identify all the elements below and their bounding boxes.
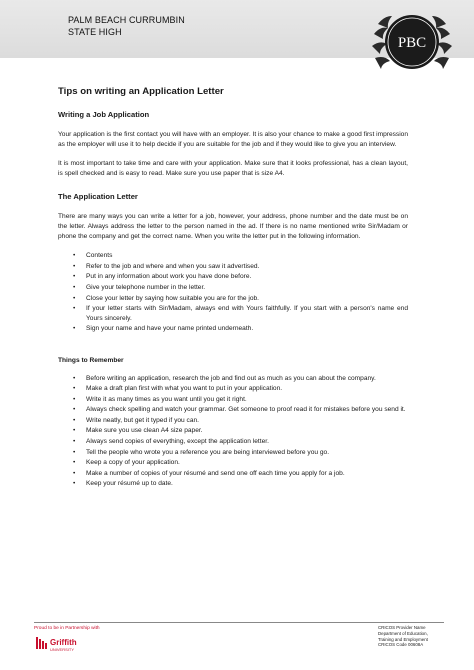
section-heading-things-to-remember: Things to Remember xyxy=(58,356,124,364)
things-to-remember-list xyxy=(58,374,408,490)
document-title: Tips on writing an Application Letter xyxy=(58,86,224,97)
cricos-line: Training and Employment xyxy=(378,636,428,642)
list-item: • Tell the people who wrote you a reference you are being interviewed before you go. xyxy=(58,448,408,458)
list-item: • Close your letter by saying how suitable you are for the job. xyxy=(58,294,408,304)
list-item: • Put in any information about work you have done before. xyxy=(58,272,408,282)
list-item: • Make a number of copies of your résumé and send one off each time you apply for a job. xyxy=(58,469,408,479)
footer-divider xyxy=(34,622,444,623)
list-item: • Write neatly, but get it typed if you can. xyxy=(58,416,408,426)
partnership-text: Proud to be in Partnership with xyxy=(34,626,100,631)
pbc-crest-logo xyxy=(368,6,456,78)
school-name-line2: STATE HIGH xyxy=(68,27,122,37)
list-item: • Sign your name and have your name printed underneath. xyxy=(58,324,408,334)
crest-text: PBC xyxy=(397,35,427,51)
list-item: • Always check spelling and watch your grammar. Get someone to proof read it for mistakes before you send it. xyxy=(58,405,408,415)
list-item: • If your letter starts with Sir/Madam, always end with Yours faithfully. If you start with a person's name end Yours sincerely. xyxy=(58,304,408,323)
list-item: • Contents xyxy=(58,251,408,261)
cricos-line: CRICOS Code 00608A xyxy=(378,642,424,648)
list-item: • Write it as many times as you want until you get it right. xyxy=(58,395,408,405)
list-item: • Refer to the job and where and when you saw it advertised. xyxy=(58,262,408,272)
cricos-line: Department of Education, xyxy=(378,630,428,636)
griffith-logo-text: Griffith xyxy=(50,638,77,647)
list-item: • Make sure you use clean A4 size paper. xyxy=(58,426,408,436)
paragraph: It is most important to take time and care with your application. Make sure that it looks professional, has a clean layout, is spell checked and is easy to read. Make sure you use paper that is size A4. xyxy=(58,160,408,177)
list-item: • Keep a copy of your application. xyxy=(58,458,408,468)
list-item: • Keep your résumé up to date. xyxy=(58,479,408,489)
list-item: • Before writing an application, research the job and find out as much as you can about the company. xyxy=(58,374,408,384)
cricos-line: CRICOS Provider Name xyxy=(378,625,426,630)
griffith-logo-subtext: UNIVERSITY xyxy=(50,647,75,652)
list-item: • Make a draft plan first with what you want to put in your application. xyxy=(58,384,408,394)
section-heading-application-letter: The Application Letter xyxy=(58,192,138,202)
letter-contents-list xyxy=(58,251,408,334)
list-item: • Give your telephone number in the letter. xyxy=(58,283,408,293)
school-name xyxy=(68,14,185,38)
list-item: • Always send copies of everything, except the application letter. xyxy=(58,437,408,447)
document-body xyxy=(58,86,408,490)
griffith-university-logo xyxy=(36,635,94,653)
cricos-info xyxy=(378,625,428,648)
paragraph: Your application is the first contact you will have with an employer. It is also your chance to make a good first impression as the employer will use it to help decide if you are suitable for the job and if they would like to give you an interview. xyxy=(58,131,408,148)
school-name-line1: PALM BEACH CURRUMBIN xyxy=(68,15,185,25)
section-heading-writing-job-application: Writing a Job Application xyxy=(58,110,150,119)
paragraph: There are many ways you can write a letter for a job, however, your address, phone number and the date must be on the letter. Always address the letter to the person named in the ad. If there is no name mentioned write Sir/Madam or phone the company and get the correct name. When you write the letter put in the following information. xyxy=(58,213,408,240)
